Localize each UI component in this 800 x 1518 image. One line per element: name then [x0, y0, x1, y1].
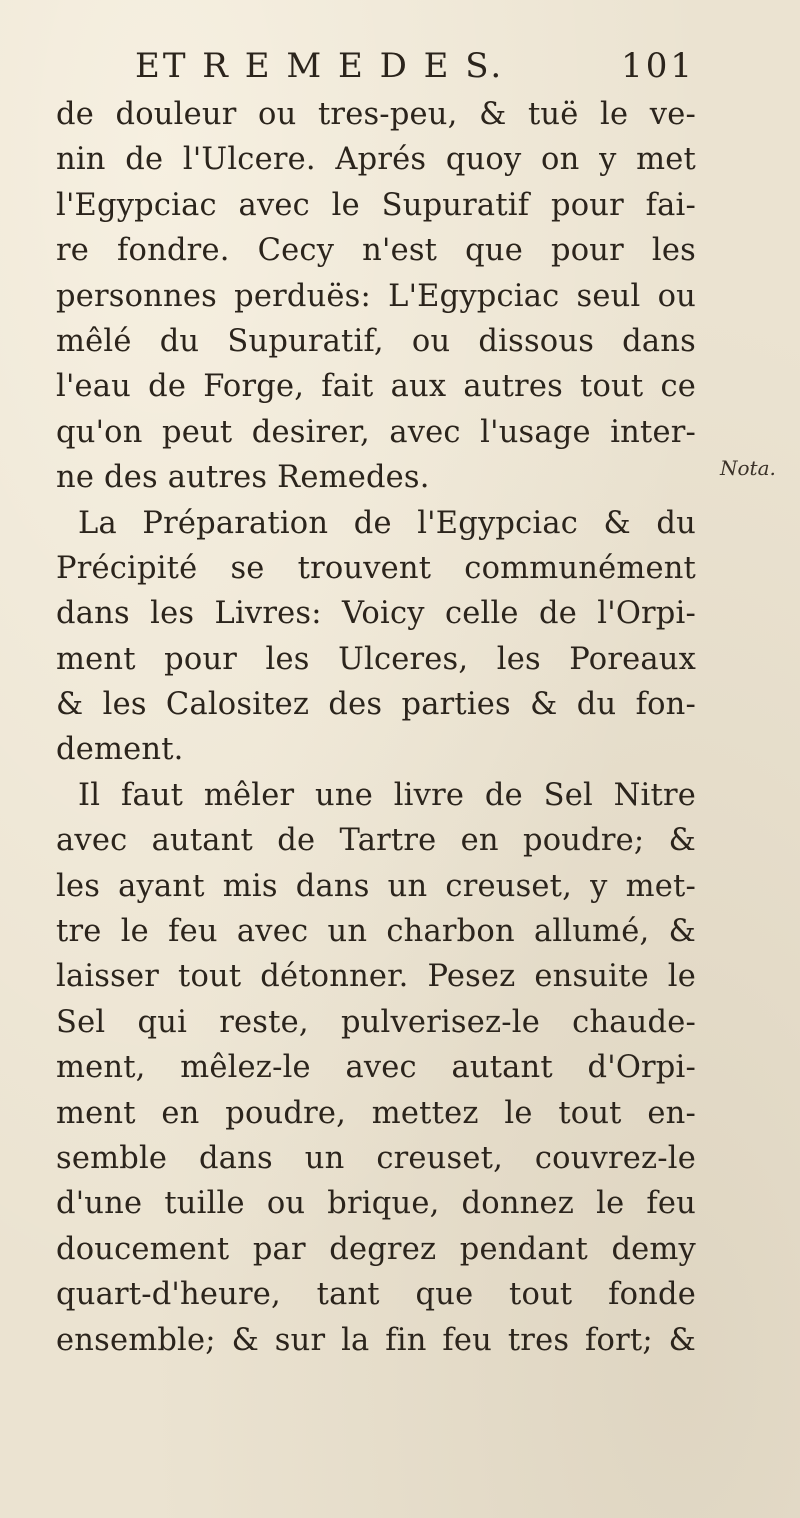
- text-line: l'eau de Forge, fait aux autres tout ce: [56, 369, 696, 405]
- text-line: les ayant mis dans un creuset, y met-: [56, 868, 696, 904]
- text-line: semble dans un creuset, couvrez-le: [56, 1140, 696, 1176]
- text-line: dans les Livres: Voicy celle de l'Orpi-: [56, 596, 696, 632]
- text-line: ensemble; & sur la fin feu tres fort; &: [56, 1322, 696, 1358]
- text-line: & les Calositez des parties & du fon-: [56, 687, 696, 723]
- text-line: nin de l'Ulcere. Aprés quoy on y met: [56, 142, 696, 178]
- text-line: Précipité se trouvent communément: [56, 550, 696, 586]
- text-line: personnes perduës: L'Egypciac seul ou: [56, 278, 696, 314]
- text-line: de douleur ou tres-peu, & tuë le ve-: [56, 97, 696, 132]
- text-line: doucement par degrez pendant demy: [56, 1231, 696, 1267]
- text-line: dement.: [56, 732, 184, 768]
- text-line: re fondre. Cecy n'est que pour les: [56, 233, 696, 269]
- text-line: quart-d'heure, tant que tout fonde: [56, 1277, 696, 1313]
- text-line: La Préparation de l'Egypciac & du: [78, 505, 696, 541]
- running-head: ET R E M E D E S.: [135, 46, 505, 86]
- text-line: d'une tuille ou brique, donnez le feu: [56, 1186, 696, 1222]
- text-line: qu'on peut desirer, avec l'usage inter-: [56, 414, 696, 450]
- text-line: laisser tout détonner. Pesez ensuite le: [56, 959, 696, 995]
- text-line: avec autant de Tartre en poudre; &: [56, 823, 696, 859]
- text-line: mêlé du Supuratif, ou dissous dans: [56, 323, 696, 359]
- text-line: ment en poudre, mettez le tout en-: [56, 1095, 696, 1131]
- text-line: tre le feu avec un charbon allumé, &: [56, 914, 696, 950]
- margin-note: Nota.: [720, 456, 776, 480]
- text-line: Il faut mêler une livre de Sel Nitre: [78, 777, 696, 813]
- text-line: ment pour les Ulceres, les Poreaux: [56, 641, 696, 677]
- text-line: ment, mêlez-le avec autant d'Orpi-: [56, 1050, 696, 1086]
- body-text: [56, 92, 696, 1363]
- page-number: 101: [621, 46, 695, 86]
- text-line: l'Egypciac avec le Supuratif pour fai-: [56, 187, 696, 223]
- page-header: [135, 46, 695, 90]
- text-line: Sel qui reste, pulverisez-le chaude-: [56, 1004, 696, 1040]
- text-line: ne des autres Remedes.: [56, 460, 430, 496]
